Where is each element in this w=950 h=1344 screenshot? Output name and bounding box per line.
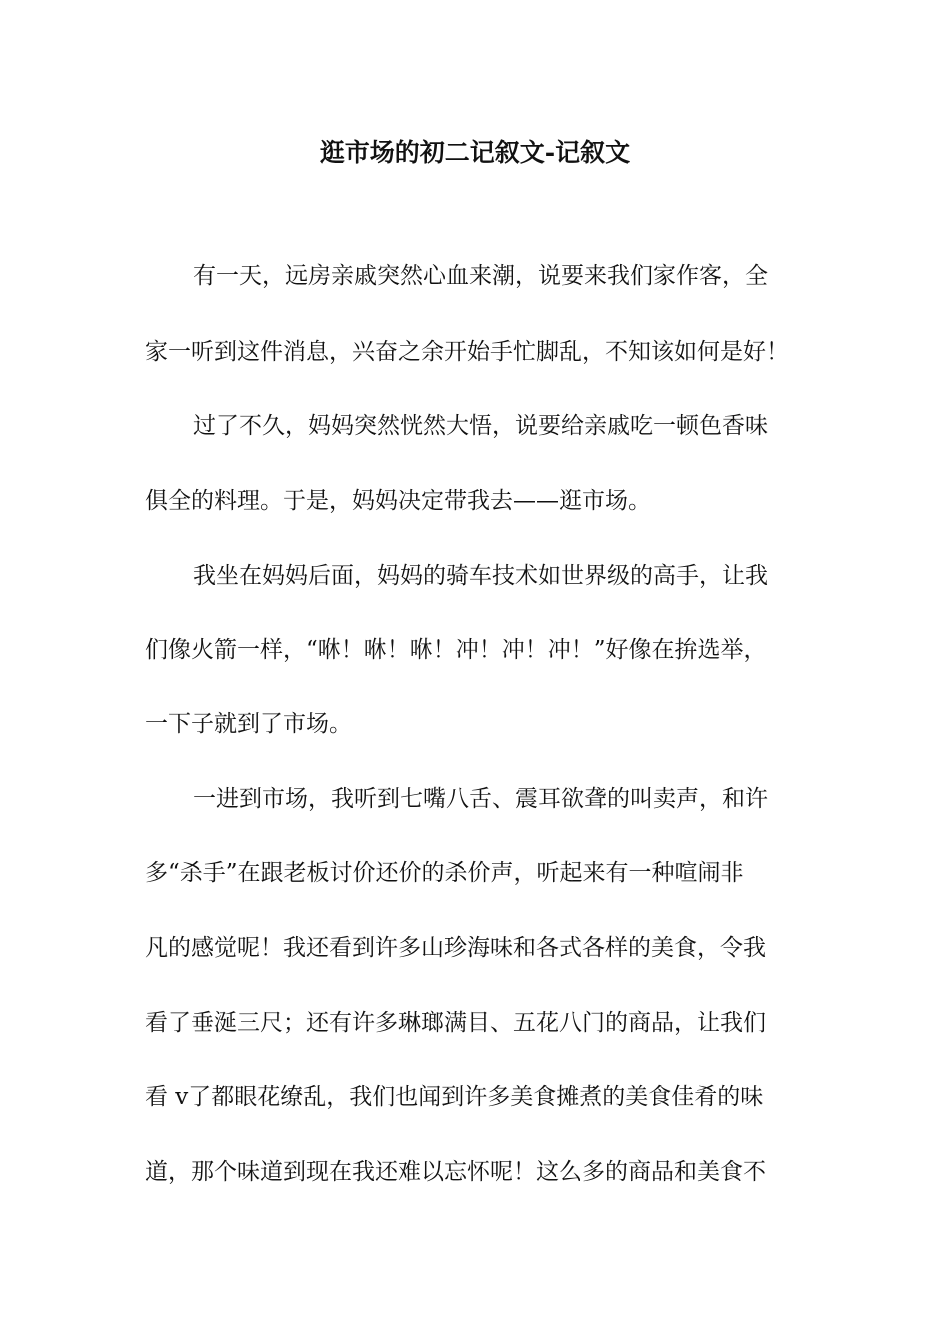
paragraph-2-line-1: 过了不久，妈妈突然恍然大悟，说要给亲戚吃一顿色香味 xyxy=(193,413,768,439)
paragraph-3-line-3: 一下子就到了市场。 xyxy=(145,711,352,737)
paragraph-4-line-5: 看 v了都眼花缭乱，我们也闻到许多美食摊煮的美食佳肴的味 xyxy=(145,1084,764,1110)
paragraph-2-line-2: 俱全的料理。于是，妈妈决定带我去——逛市场。 xyxy=(145,488,651,514)
paragraph-4-line-6: 道，那个味道到现在我还难以忘怀呢！这么多的商品和美食不 xyxy=(145,1159,766,1185)
paragraph-4-line-1: 一进到市场，我听到七嘴八舌、震耳欲聋的叫卖声，和许 xyxy=(193,786,768,812)
paragraph-3-line-1: 我坐在妈妈后面，妈妈的骑车技术如世界级的高手，让我 xyxy=(193,563,768,589)
paragraph-3-line-2: 们像火箭一样，“咻！咻！咻！冲！冲！冲！”好像在拚选举， xyxy=(145,637,767,663)
document-title: 逛市场的初二记叙文-记叙文 xyxy=(319,138,631,167)
paragraph-4-line-3: 凡的感觉呢！我还看到许多山珍海味和各式各样的美食，令我 xyxy=(145,935,766,961)
paragraph-4-line-2: 多“杀手”在跟老板讨价还价的杀价声，听起来有一种喧闹非 xyxy=(145,860,744,886)
paragraph-1-line-1: 有一天，远房亲戚突然心血来潮，说要来我们家作客，全 xyxy=(193,263,768,289)
paragraph-4-line-4: 看了垂涎三尺；还有许多琳瑯满目、五花八门的商品，让我们 xyxy=(145,1010,766,1036)
paragraph-1-line-2: 家一听到这件消息，兴奋之余开始手忙脚乱，不知该如何是好！ xyxy=(145,339,789,365)
